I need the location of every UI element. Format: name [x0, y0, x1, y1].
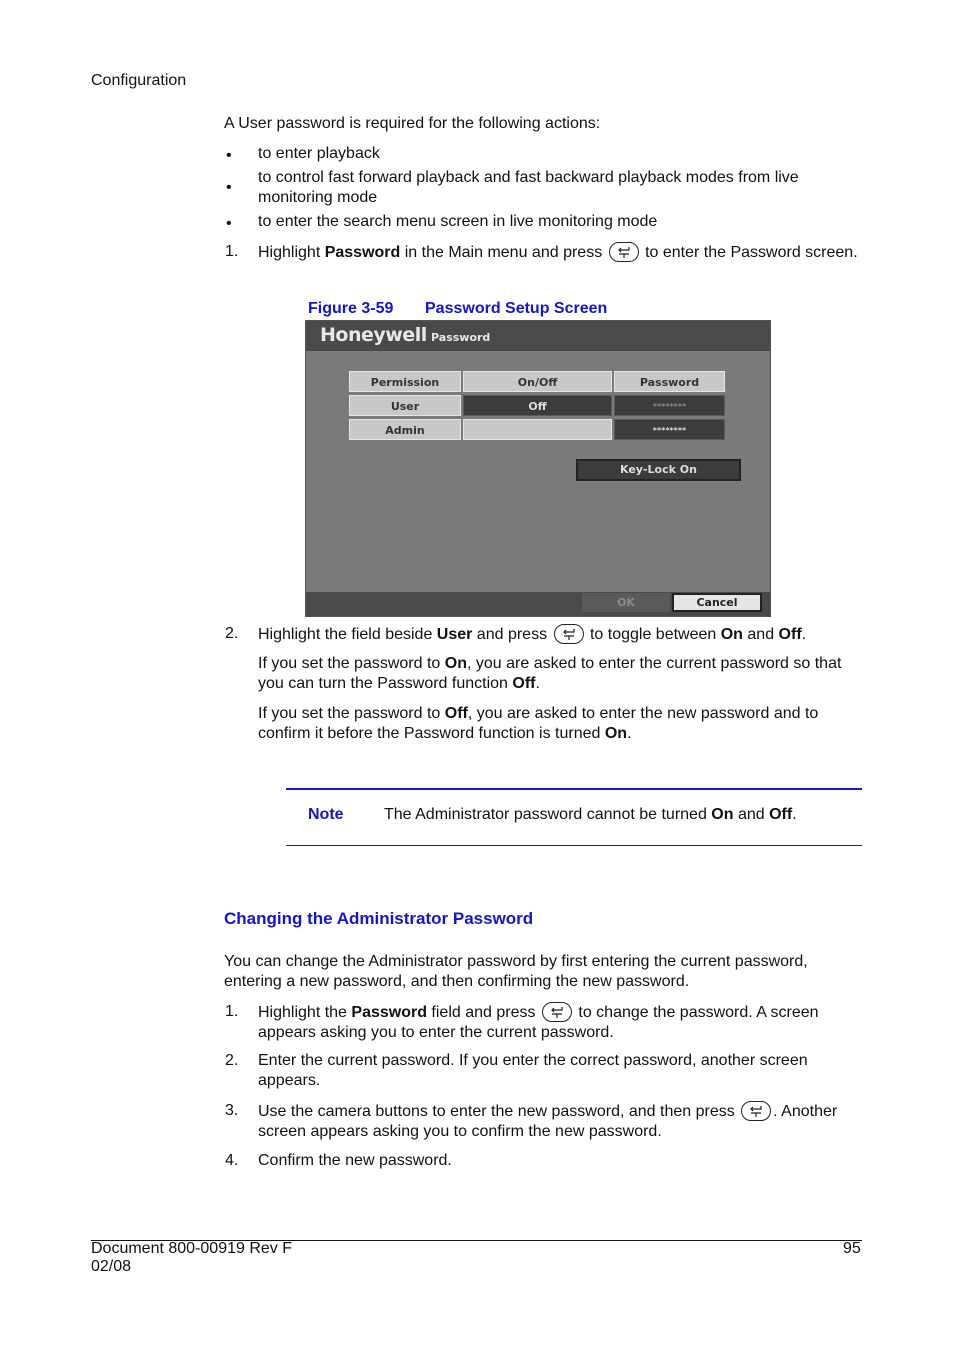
footer-page-number: 95 — [843, 1240, 861, 1257]
note-label: Note — [308, 806, 344, 823]
admin-password-field[interactable]: ******** — [614, 419, 725, 440]
column-header-password: Password — [614, 371, 725, 392]
paragraph-password-on: If you set the password to On, you are asked to enter the current password so that you can turn the Password function Off. — [258, 655, 842, 692]
enter-button-icon — [554, 624, 584, 644]
step-number: 4. — [225, 1152, 239, 1169]
figure-number: Figure 3-59 — [308, 300, 394, 317]
footer-document-id: Document 800-00919 Rev F — [91, 1240, 292, 1257]
running-header: Configuration — [91, 72, 187, 89]
note-top-rule — [286, 788, 862, 790]
section-intro: You can change the Administrator password by first entering the current password, entering a new password, and then confirming the new password. — [224, 953, 808, 990]
row-label-admin: Admin — [349, 419, 461, 440]
row-label-user: User — [349, 395, 461, 416]
bullet-item: to enter playback — [258, 145, 380, 162]
step-1: Highlight Password in the Main menu and press to enter the Password screen. — [258, 244, 858, 261]
step-number: 2. — [225, 625, 239, 642]
bullet-marker: • — [226, 147, 232, 164]
step-number: 3. — [225, 1102, 239, 1119]
admin-onoff-field — [463, 419, 612, 440]
password-setup-screenshot — [305, 320, 771, 617]
honeywell-logo: Honeywell — [320, 324, 427, 346]
admin-step-2: Enter the current password. If you enter the correct password, another screen appears. — [258, 1052, 808, 1089]
intro-paragraph: A User password is required for the following actions: — [224, 115, 601, 132]
bullet-marker: • — [226, 179, 232, 196]
user-onoff-toggle[interactable]: Off — [463, 395, 612, 416]
step-2: Highlight the field beside User and press to toggle between On and Off. — [258, 626, 807, 643]
enter-button-icon — [741, 1101, 771, 1121]
bullet-item: to enter the search menu screen in live monitoring mode — [258, 213, 658, 230]
bullet-marker: • — [226, 215, 232, 232]
step-number: 1. — [225, 243, 239, 260]
user-password-field[interactable]: ******** — [614, 395, 725, 416]
enter-button-icon — [542, 1002, 572, 1022]
note-text: The Administrator password cannot be turned On and Off. — [384, 806, 797, 823]
cancel-button[interactable]: Cancel — [672, 593, 762, 612]
admin-step-3: Use the camera buttons to enter the new password, and then press . Another screen appears asking you to confirm the new password. — [258, 1103, 838, 1140]
enter-button-icon — [609, 242, 639, 262]
bullet-item: to control fast forward playback and fast backward playback modes from live monitoring mode — [258, 169, 799, 206]
step-number: 1. — [225, 1003, 239, 1020]
admin-step-1: Highlight the Password field and press to change the password. A screen appears asking you to enter the current password. — [258, 1004, 819, 1041]
ok-button[interactable]: OK — [582, 593, 670, 612]
step-number: 2. — [225, 1052, 239, 1069]
section-heading: Changing the Administrator Password — [224, 909, 534, 928]
figure-caption: Password Setup Screen — [425, 300, 608, 317]
column-header-permission: Permission — [349, 371, 461, 392]
footer-date: 02/08 — [91, 1258, 132, 1275]
column-header-onoff: On/Off — [463, 371, 612, 392]
screen-title-bar — [306, 321, 770, 351]
paragraph-password-off: If you set the password to Off, you are asked to enter the new password and to confirm it before the Password function is turned On. — [258, 705, 819, 742]
admin-step-4: Confirm the new password. — [258, 1152, 452, 1169]
screen-title: Password — [431, 331, 491, 344]
note-bottom-rule — [286, 845, 862, 846]
key-lock-button[interactable]: Key-Lock On — [576, 459, 741, 481]
